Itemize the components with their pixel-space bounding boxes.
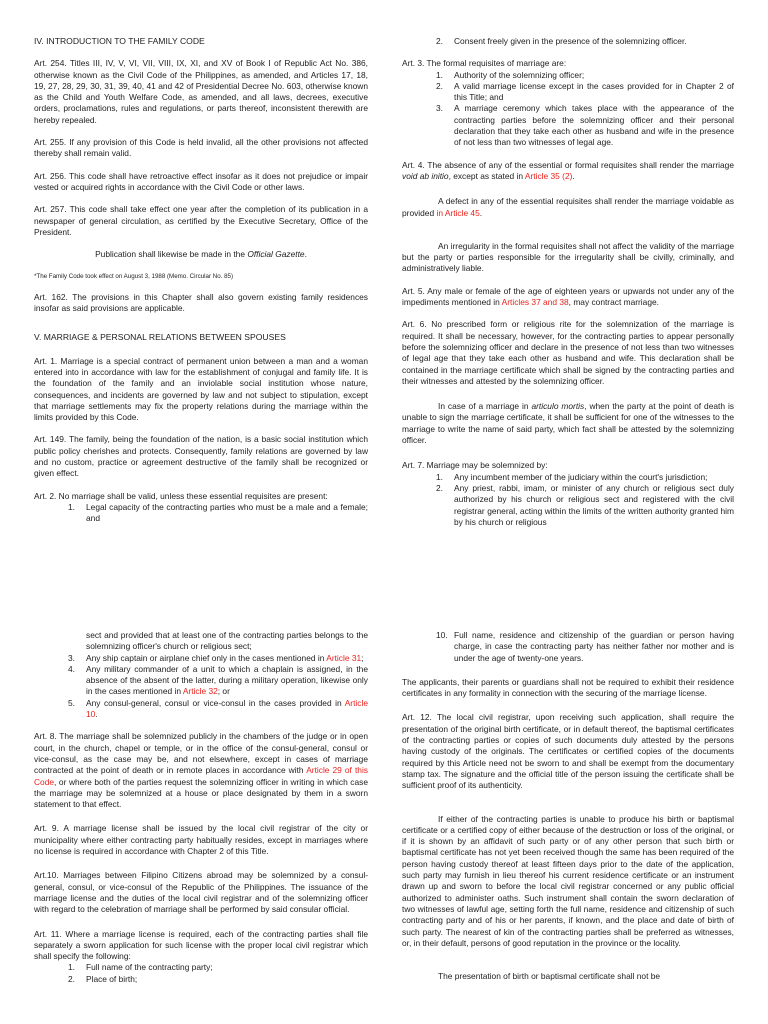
- article-1: Art. 1. Marriage is a special contract of permanent union between a man and a woman entered into in accordance with law for the establishment of conjugal and family life. It is the foundation of the family and an inviolable social institution whose nature, consequences, and incidents are governed by law and not subject to stipulation, except that marriage settlements may fix the property relations during the marriage within the limits provided by this Code.: [34, 355, 368, 423]
- articulo-mortis-paragraph: In case of a marriage in articulo mortis, when the party at the point of death is unable to sign the marriage certificate, it shall be sufficient for one of the witnesses to the marriage to write the name of said party, which fact shall be attested by the solemnizing officer.: [402, 401, 734, 446]
- article-6: Art. 6. No prescribed form or religious rite for the solemnization of the marriage is required. It shall be necessary, however, for the contracting parties to appear personally before the solemnizing officer and declare in the presence of not less than two witnesses of legal age that they take each other as husband and wife. This declaration shall be contained in the marriage certificate which shall be signed by the contracting parties and their witnesses and attested by the solemnizing officer.: [402, 319, 734, 386]
- section-heading-family-code: IV. INTRODUCTION TO THE FAMILY CODE: [34, 36, 205, 46]
- presentation-paragraph: The presentation of birth or baptismal certificate shall not be: [438, 971, 661, 982]
- article-35-link[interactable]: Article 35 (2): [524, 170, 573, 181]
- list-item: 5. Any consul-general, consul or vice-consul in the cases provided in Article 10.: [68, 697, 368, 720]
- list-item: 3. A marriage ceremony which takes place with the appearance of the contracting parties before the solemnizing officer and their personal declaration that they take each other as husband and wife in the presence of not less than two witnesses of legal age.: [436, 103, 734, 148]
- list-item: 1. Any incumbent member of the judiciary within the court's jurisdiction;: [436, 471, 708, 482]
- section-heading-marriage: V. MARRIAGE & PERSONAL RELATIONS BETWEEN SPOUSES: [34, 332, 286, 343]
- article-2: Art. 2. No marriage shall be valid, unless these essential requisites are present:: [34, 490, 328, 501]
- missing-certificate-paragraph: If either of the contracting parties is unable to produce his birth or baptismal certificate or a certified copy of either because of the destruction or loss of the original, or if it is shown by an affidavit of such party or of any other person that such birth or baptismal certificate has not yet been received though the same has been required of the person having custody thereof at least fifteen days prior to the date of the application, such party may furnish in lieu thereof his current residence certificate or an instrument drawn up and sworn to before the local civil registrar concerned or any public official authorized to administer oaths. Such instrument shall contain the sworn declaration of two witnesses of lawful age, setting forth the full name, residence and citizenship of such contracting party and of his or her parents, if known, and the place and date of birth of such party. The nearest of kin of the contracting parties shall be preferred as witnesses, or, in their default, persons of good reputation in the province or the locality.: [402, 813, 734, 948]
- list-item: 10. Full name, residence and citizenship of the guardian or person having charge, in case the contracting party has neither father nor mother and is under the age of twenty-one years.: [436, 630, 734, 663]
- list-item: 3. Any ship captain or airplane chief only in the cases mentioned in Article 31;: [68, 652, 364, 663]
- document-page-2: [0, 512, 768, 1024]
- list-item: 2. Consent freely given in the presence of the solemnizing officer.: [436, 36, 687, 46]
- article-255: Art. 255. If any provision of this Code is held invalid, all the other provisions not affected thereby shall remain valid.: [34, 137, 368, 159]
- defect-paragraph: A defect in any of the essential requisites shall render the marriage voidable as provided in Article 45.: [402, 196, 734, 218]
- article-45-link[interactable]: in Article 45: [436, 207, 480, 218]
- page1-left-column: [34, 36, 368, 536]
- list-item: 2. Place of birth;: [68, 973, 138, 984]
- articles-37-38-link[interactable]: Articles 37 and 38: [501, 297, 569, 308]
- list-item: 1. Authority of the solemnizing officer;: [436, 69, 585, 80]
- list-item: sect and provided that at least one of the contracting parties belongs to the solemnizing officer's church or religious sect;: [86, 630, 368, 652]
- list-item: 2. Any priest, rabbi, imam, or minister of any church or religious sect duly authorized by his church or religious sect and registered with the civil registrar general, acting within the limits of the written authority granted him by his church or religious: [436, 482, 734, 527]
- article-12: Art. 12. The local civil registrar, upon receiving such application, shall require the presentation of the original birth certificate, or in default thereof, the baptismal certificates of the contracting parties or copies of such documents duly attested by the persons having custody of the originals. The certificates or certified copies of the documents required by this Article need not be sworn to and shall be exempt from the documentary stamp tax. The signature and the official title of the person issuing the certificate shall be sufficient proof of its authenticity.: [402, 712, 734, 791]
- article-10-link[interactable]: Article 10: [86, 697, 368, 720]
- irregularity-paragraph: An irregularity in the formal requisites shall not affect the validity of the marriage but the party or parties responsible for the irregularity shall be civilly, criminally, and administratively liable.: [402, 240, 734, 274]
- list-item: 4. Any military commander of a unit to which a chaplain is assigned, in the absence of the absent of the latter, during a military operation, likewise only in the cases mentioned in Article 32; or: [68, 663, 368, 697]
- article-31-link[interactable]: Article 31: [326, 652, 362, 663]
- article-9: Art. 9. A marriage license shall be issued by the local civil registrar of the city or municipality where either contracting party habitually resides, except in marriages where no license is required in accordance with Chapter 2 of this Title.: [34, 823, 368, 857]
- article-4: Art. 4. The absence of any of the essential or formal requisites shall render the marriage void ab initio, except as stated in Article 35 (2).: [402, 159, 734, 181]
- article-5: Art. 5. Any male or female of the age of eighteen years or upwards not under any of the impediments mentioned in Articles 37 and 38, may contract marriage.: [402, 285, 734, 308]
- article-11-continued-list: [402, 630, 734, 664]
- article-162: Art. 162. The provisions in this Chapter shall also govern existing family residences insofar as said provisions are applicable.: [34, 291, 368, 314]
- article-32-link[interactable]: Article 32: [182, 686, 218, 697]
- article-254: Art. 254. Titles III, IV, V, VI, VII, VIII, IX, XI, and XV of Book I of Republic Act No. 386, otherwise known as the Civil Code of the Philippines, as amended, and Articles 17, 18, 19, 27, 28, 29, 30, 31, 39, 40, 41 and 42 of Presidential Decree No. 603, otherwise known as the Child and Youth Welfare Code, as amended, and all laws, decrees, executive orders, proclamations, rules and regulations, or parts thereof, inconsistent therewith are hereby repealed.: [34, 58, 368, 125]
- article-8: Art. 8. The marriage shall be solemnized publicly in the chambers of the judge or in open court, in the church, chapel or temple, or in the office of the consul-general, consul or vice-consul, as the case may be, and not elsewhere, except in cases of marriage contracted at the point of death or in remote places in accordance with Article 29 of this Code, or where both of the parties request the solemnizing officer in writing in which case the marriage may be solemnized at a house or place designated by them in a sworn statement to that effect.: [34, 731, 368, 810]
- page2-right-column: [402, 630, 734, 993]
- page1-right-column: [402, 36, 734, 539]
- article-149: Art. 149. The family, being the foundation of the nation, is a basic social institution which public policy cherishes and protects. Consequently, family relations are governed by law and no custom, practice or agreement destructive of the family shall be recognized or given effect.: [34, 434, 368, 479]
- list-item: 2. A valid marriage license except in the cases provided for in Chapter 2 of this Title; and: [436, 80, 734, 103]
- article-3: Art. 3. The formal requisites of marriage are:: [402, 58, 567, 69]
- article-11: Art. 11. Where a marriage license is required, each of the contracting parties shall file separately a sworn application for such license with the proper local civil registrar which shall specify the following:: [34, 928, 368, 962]
- article-10: Art.10. Marriages between Filipino Citizens abroad may be solemnized by a consul-general, consul, or vice-consul of the Republic of the Philippines. The issuance of the marriage license and the duties of the local civil registrar and of the solemnizing officer with regard to the celebration of marriage shall be performed by said consular official.: [34, 870, 368, 915]
- article-7: Art. 7. Marriage may be solemnized by:: [402, 460, 548, 471]
- article-3-requisites-list: [402, 70, 734, 149]
- list-item: 1. Full name of the contracting party;: [68, 962, 213, 973]
- publication-note: Publication shall likewise be made in the Official Gazette.: [95, 249, 307, 260]
- article-2-continued-list: [402, 36, 734, 47]
- article-257: Art. 257. This code shall take effect one year after the completion of its publication in a newspaper of general circulation, as certified by the Executive Secretary, Office of the President.: [34, 204, 368, 237]
- article-29-link[interactable]: Article 29 of this Code: [34, 765, 368, 787]
- list-item: 1. Legal capacity of the contracting parties who must be a male and a female; and: [68, 501, 368, 524]
- page2-left-column: [34, 630, 368, 996]
- effectivity-footnote: *The Family Code took effect on August 3, 1988 (Memo. Circular No. 85): [34, 273, 234, 281]
- article-256: Art. 256. This code shall have retroactive effect insofar as it does not prejudice or impair vested or acquired rights in accordance with the Civil Code or other laws.: [34, 170, 368, 192]
- applicants-paragraph: The applicants, their parents or guardians shall not be required to exhibit their residence certificates in any formality in connection with the securing of the marriage license.: [402, 676, 734, 699]
- article-11-specifications-list: [34, 962, 368, 985]
- article-7-continued-list: [34, 630, 368, 720]
